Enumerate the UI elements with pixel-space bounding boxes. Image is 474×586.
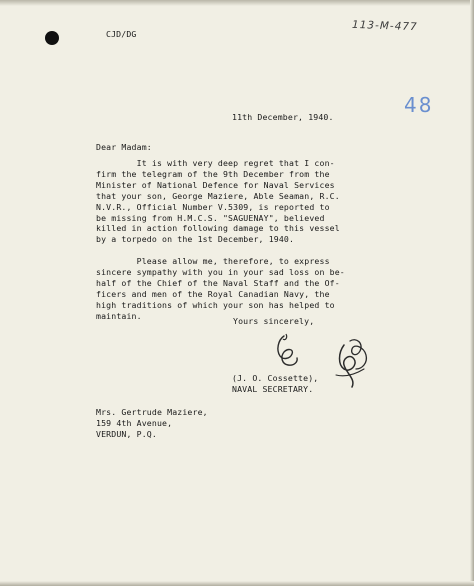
closing: Yours sincerely, [233,316,315,326]
page-edge-bottom [0,581,474,586]
letter-body: It is with very deep regret that I con- firm the telegram of the 9th December from the Minister of National Defence for Naval Services that your son, George Maziere, Able Seaman, R.C. N.V.R., Official Number V.5309, is reported to be missing from H.M.C.S. "SAGUENAY", believed killed in action following damage to this vessel by a torpedo on the 1st December, 1940. Please allow me, therefore, to express sincere sympathy with you in your sad loss on be- half of the Chief of the Naval Staff and the Of- ficers and men of the Royal Canadian Navy, the high traditions of which your son has helped to maintain. [96,158,345,321]
file-mark: 48 [404,93,434,117]
archive-number: 113-M-477 [351,18,418,34]
page-edge-top [0,0,474,6]
initials-mark [330,335,372,391]
addressee-block: Mrs. Gertrude Maziere, 159 4th Avenue, VERDUN, P.Q. [96,407,208,439]
reference-code: CJD/DG [106,29,137,39]
page-edge-right [470,0,474,586]
signature-mark [268,332,308,374]
salutation: Dear Madam: [96,142,152,152]
punch-hole [45,31,59,45]
letter-date: 11th December, 1940. [232,112,334,122]
signer-block: (J. O. Cossette), NAVAL SECRETARY. [232,373,319,394]
